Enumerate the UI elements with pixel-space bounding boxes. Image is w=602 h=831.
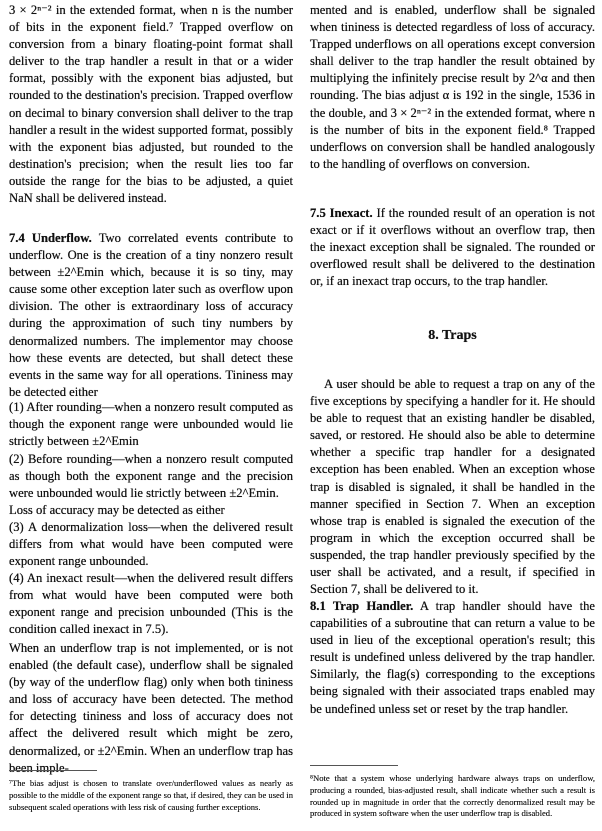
inexact-heading: 7.5 Inexact. — [310, 206, 373, 220]
underflow-heading: 7.4 Underflow. — [9, 231, 92, 245]
underflow-continuation-paragraph: mented and is enabled, underflow shall be signaled when tininess is detected regardless of loss of accuracy. Trapped underflows on all operations except conversion shall deliver to the trap handler the result obtained by multiplying the infinitely precise result by 2^α and then rounding. The bias adjust α is 192 in the single, 1536 in the double, and 3 × 2ⁿ⁻² in the extended format, where n is the number of bits in the exponent field.⁸ Trapped underflows on conversion shall be handled analogously to the handling of overflows on conversion. — [310, 3, 595, 171]
trap-handler-body: A trap handler should have the capabilities of a subroutine that can return a value to be used in lieu of the exceptional operation's result; this result is undefined unless delivered by the trap handler. Similarly, the flag(s) corresponding to the exceptions being signaled with their associated traps enabled may be undefined unless set or reset by the trap handler. — [310, 599, 595, 716]
footnote-8: ⁸Note that a system whose underlying hardware always traps on underflow, producing a rounded, bias-adjusted result, shall indicate whether such a result is rounded up in magnitude in order that the correctly denormalized result may be produced in system software when the user underflow trap is disabled. — [310, 773, 595, 819]
untrapped-underflow-paragraph: When an underflow trap is not implemented, or is not enabled (the default case), underflow shall be signaled (by way of the underflow flag) only when both tininess and loss of accuracy have been detected. The method for detecting tininess and loss of accuracy does not affect the delivered result which might be zero, denormalized, or ±2^Emin. When an underflow trap has been imple- — [9, 641, 293, 775]
loss-item-inexact-result: (4) An inexact result—when the delivered result differs from what would have been computed were both exponent range and precision unbounded (This is the condition called inexact in 7.5). — [9, 571, 293, 637]
tininess-item-before-rounding: (2) Before rounding—when a nonzero result computed as though both the exponent range and the precision were unbounded would lie strictly between ±2^Emin. — [9, 452, 293, 501]
underflow-intro: Two correlated events contribute to underflow. One is the creation of a tiny nonzero result between ±2^Emin which, because it is so tiny, may cause some other exception later such as overflow upon division. The other is extraordinary loss of accuracy during the approximation of such tiny numbers by denormalized numbers. The implementor may choose how these events are detected, but shall detect these events in the same way for all operations. Tininess may be detected either — [9, 231, 293, 399]
inexact-section — [310, 205, 595, 290]
inexact-body: If the rounded result of an operation is not exact or if it overflows without an overflow trap, then the inexact exception shall be signaled. The rounded or overflowed result shall be delivered to the destination or, if an inexact trap occurs, to the trap handler. — [310, 206, 595, 289]
underflow-section — [9, 230, 293, 401]
footnote-rule-right — [310, 765, 398, 766]
footnote-7: ⁷The bias adjust is chosen to translate over/underflowed values as nearly as possible to the middle of the exponent range so that, if desired, they can be used in subsequent scaled operations with less risk of causing further exceptions. — [9, 778, 293, 812]
traps-section-title: 8. Traps — [428, 328, 477, 343]
footnote-rule-left — [9, 770, 97, 771]
overflow-continuation-paragraph: 3 × 2ⁿ⁻² in the extended format, when n is the number of bits in the exponent field.⁷ Trapped overflow on conversion from a binary floating-point format shall deliver to the trap handler a result in that or a wider format, possibly with the exponent bias adjusted, but rounded to the destination's precision. Trapped overflow on decimal to binary conversion shall deliver to the trap handler a result in the widest supported format, possibly with the exponent bias adjusted, but rounded to the destination's precision; when the result lies too far outside the range for the bias to be adjusted, a quiet NaN shall be delivered instead. — [9, 3, 293, 206]
trap-handler-heading: 8.1 Trap Handler. — [310, 599, 414, 613]
tininess-item-after-rounding: (1) After rounding—when a nonzero result computed as though the exponent range were unbounded would lie strictly between ±2^Emin — [9, 400, 293, 449]
trap-handler-section — [310, 598, 595, 718]
loss-of-accuracy-intro: Loss of accuracy may be detected as either — [9, 503, 225, 517]
loss-item-denormalization: (3) A denormalization loss—when the delivered result differs from what would have been computed were exponent range unbounded. — [9, 520, 293, 569]
traps-body-paragraph: A user should be able to request a trap on any of the five exceptions by specifying a handler for it. He should be able to request that an existing handler be disabled, saved, or restored. He should also be able to determine whether a specific trap handler for a designated exception has been enabled. When an exception whose trap is disabled is signaled, it shall be handled in the manner specified in Section 7. When an exception whose trap is enabled is signaled the execution of the program in which the exception occurred shall be suspended, the trap handler previously specified by the user shall be activated, and a result, if specified in Section 7, shall be delivered to it. — [310, 377, 595, 597]
